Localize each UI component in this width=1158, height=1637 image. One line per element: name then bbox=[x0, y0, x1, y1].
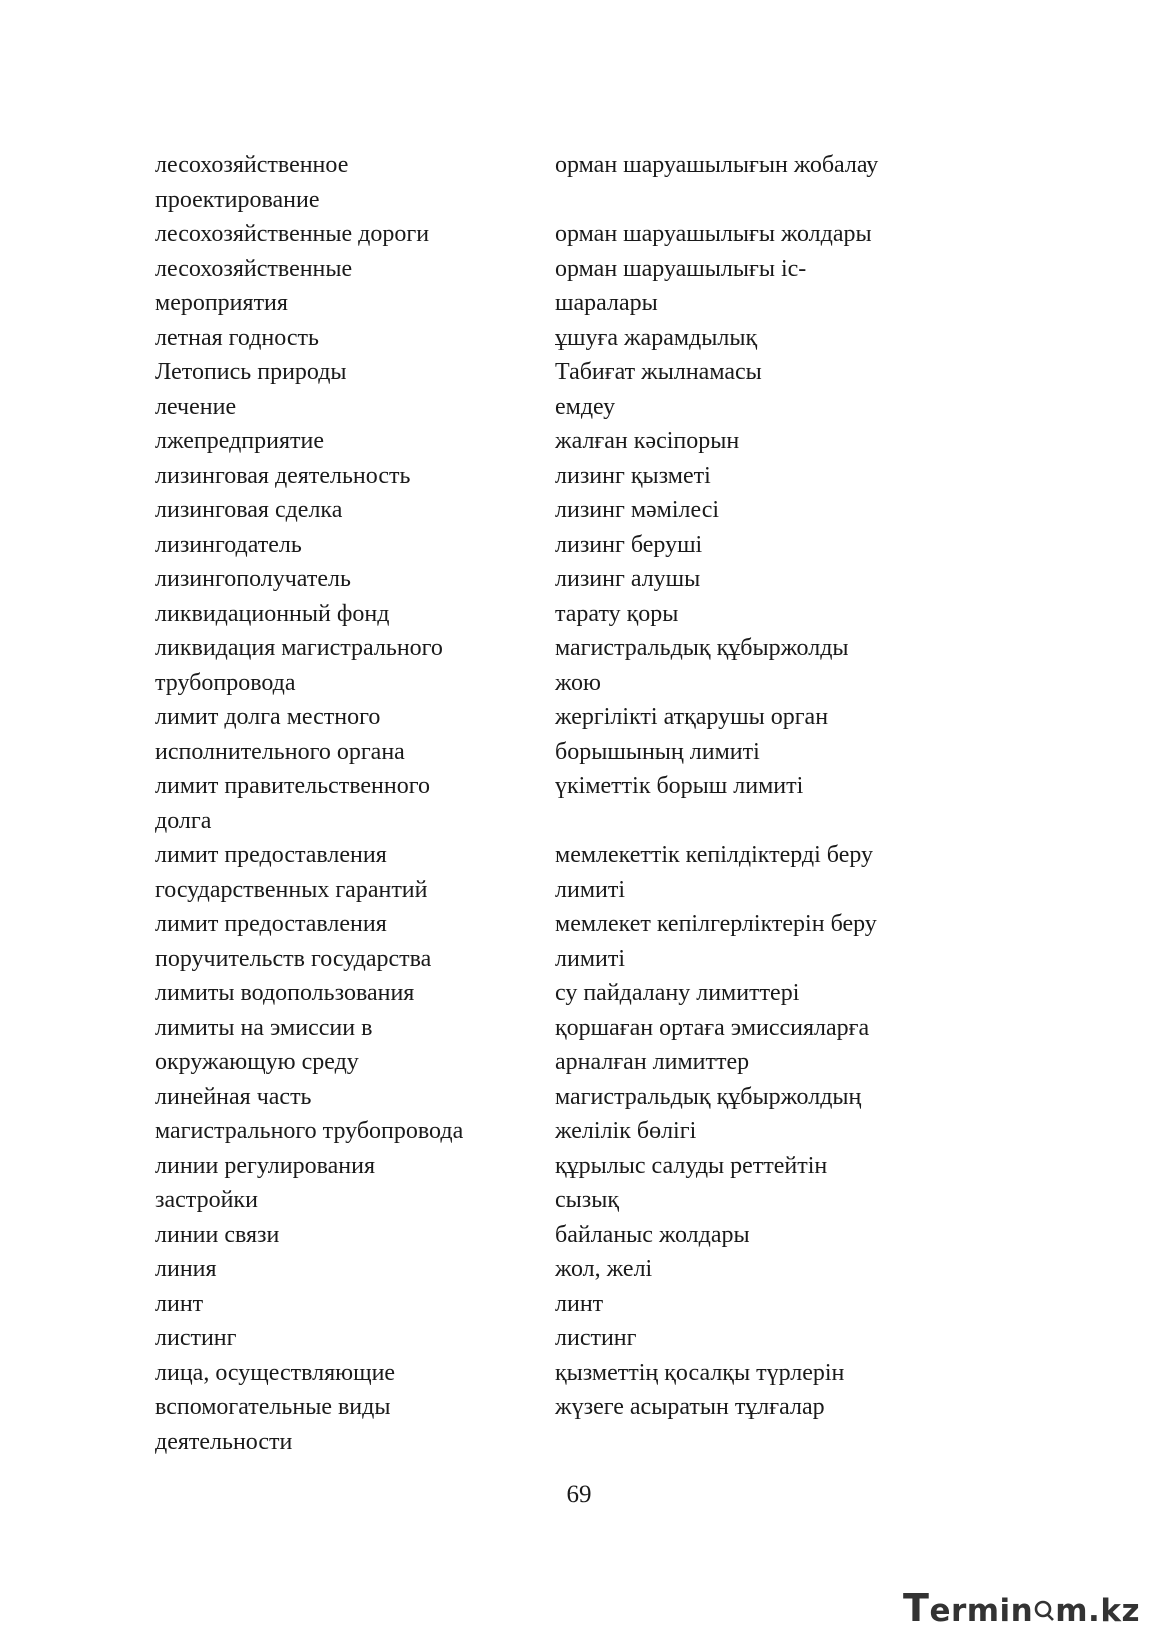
watermark-text-after-o: m.kz bbox=[1055, 1593, 1140, 1629]
watermark-text bbox=[903, 1588, 1140, 1631]
russian-term-line: вспомогательные виды bbox=[155, 1394, 391, 1420]
kazakh-term-line: орман шаруашылығы іс- bbox=[555, 255, 807, 282]
russian-term-line: лесохозяйственные bbox=[155, 255, 353, 282]
page-number: 69 bbox=[566, 1481, 592, 1508]
russian-term-line: застройки bbox=[155, 1187, 258, 1213]
kazakh-term-line: лизинг беруші bbox=[555, 531, 703, 558]
kazakh-term-line: құрылыс салуды реттейтін bbox=[555, 1152, 828, 1179]
russian-term-line: линии связи bbox=[155, 1221, 280, 1248]
watermark-text-before-o: ermin bbox=[929, 1593, 1034, 1629]
russian-term-line: летная годность bbox=[155, 324, 319, 351]
kazakh-term-line: ұшуға жарамдылық bbox=[555, 324, 758, 351]
kazakh-term-line bbox=[555, 183, 975, 218]
russian-term-line: листинг bbox=[155, 1325, 237, 1351]
russian-term-line: поручительств государства bbox=[155, 945, 432, 972]
russian-terms-column bbox=[155, 148, 535, 1459]
kazakh-term-line: сызық bbox=[555, 1187, 620, 1213]
kazakh-term-line: желілік бөлігі bbox=[555, 1118, 697, 1144]
russian-term-line: лизингополучатель bbox=[155, 566, 351, 592]
kazakh-term-line bbox=[555, 1425, 975, 1460]
kazakh-term-line: байланыс жолдары bbox=[555, 1221, 750, 1248]
kazakh-term-line: листинг bbox=[555, 1325, 637, 1351]
russian-term-line: исполнительного органа bbox=[155, 738, 405, 765]
russian-term-line: проектирование bbox=[155, 186, 320, 213]
kazakh-terms-column bbox=[555, 148, 975, 1459]
kazakh-term-line: борышының лимиті bbox=[555, 738, 760, 765]
kazakh-term-line: қызметтің қосалқы түрлерін bbox=[555, 1359, 845, 1386]
kazakh-term-line: лизинг алушы bbox=[555, 566, 701, 592]
russian-term-line: линии регулирования bbox=[155, 1152, 376, 1179]
russian-term-line: ликвидационный фонд bbox=[155, 600, 390, 627]
kazakh-term-line: жергілікті атқарушы орган bbox=[555, 704, 829, 730]
russian-term-line: долга bbox=[155, 807, 212, 834]
russian-term-line: лимиты на эмиссии в bbox=[155, 1014, 373, 1041]
russian-term-line: лечение bbox=[155, 393, 237, 420]
kazakh-term-line: жол, желі bbox=[555, 1256, 653, 1282]
kazakh-term-line: емдеу bbox=[555, 393, 616, 420]
kazakh-term-line: мемлекеттік кепілдіктерді беру bbox=[555, 842, 874, 868]
kazakh-term-line: су пайдалану лимиттері bbox=[555, 980, 800, 1006]
russian-term-line: лесохозяйственное bbox=[155, 152, 349, 178]
russian-term-line: магистрального трубопровода bbox=[155, 1118, 464, 1144]
russian-term-line: лизинговая сделка bbox=[155, 497, 343, 523]
russian-term-line: линия bbox=[155, 1256, 217, 1282]
russian-term-line: лица, осуществляющие bbox=[155, 1359, 396, 1386]
kazakh-term-line: магистральдық құбыржолдың bbox=[555, 1083, 862, 1110]
russian-term-line: лимит предоставления bbox=[155, 842, 387, 868]
kazakh-term-line: орман шаруашылығын жобалау bbox=[555, 152, 879, 178]
russian-term-line: государственных гарантий bbox=[155, 876, 428, 903]
russian-term-line: лимит правительственного bbox=[155, 773, 430, 799]
kazakh-term-line: жою bbox=[555, 669, 601, 696]
kazakh-term-line: Табиғат жылнамасы bbox=[555, 359, 762, 385]
russian-term-line: лимит предоставления bbox=[155, 911, 387, 937]
kazakh-term-line: мемлекет кепілгерліктерін беру bbox=[555, 911, 877, 937]
russian-term-line: линейная часть bbox=[155, 1083, 312, 1110]
watermark-first-letter: T bbox=[903, 1586, 930, 1630]
kazakh-term-line bbox=[555, 804, 975, 839]
magnifier-o-icon bbox=[1034, 1591, 1054, 1613]
russian-term-line: лизинговая деятельность bbox=[155, 462, 411, 489]
russian-term-line: лесохозяйственные дороги bbox=[155, 221, 430, 247]
termincom-watermark-logo bbox=[903, 1587, 1140, 1631]
russian-term-line: лимит долга местного bbox=[155, 704, 381, 730]
russian-term-line: лизингодатель bbox=[155, 531, 302, 558]
russian-term-line: окружающую среду bbox=[155, 1049, 359, 1075]
kazakh-term-line: жүзеге асыратын тұлғалар bbox=[555, 1394, 825, 1420]
kazakh-term-line: лизинг қызметі bbox=[555, 462, 711, 489]
russian-term-line: ликвидация магистрального bbox=[155, 635, 443, 661]
russian-term-line: трубопровода bbox=[155, 669, 296, 696]
kazakh-term-line: линт bbox=[555, 1290, 604, 1317]
kazakh-term-line: лизинг мәмілесі bbox=[555, 497, 720, 523]
kazakh-term-line: лимиті bbox=[555, 876, 626, 903]
russian-term-line: мероприятия bbox=[155, 290, 288, 316]
kazakh-term-line: орман шаруашылығы жолдары bbox=[555, 221, 872, 247]
kazakh-term-line: лимиті bbox=[555, 945, 626, 972]
kazakh-term-line: шаралары bbox=[555, 290, 658, 316]
russian-term-line: деятельности bbox=[155, 1428, 293, 1455]
kazakh-term-line: үкіметтік борыш лимиті bbox=[555, 773, 804, 799]
kazakh-term-line: қоршаған ортаға эмиссияларға bbox=[555, 1014, 870, 1041]
kazakh-term-line: магистральдық құбыржолды bbox=[555, 635, 849, 661]
russian-term-line: Летопись природы bbox=[155, 359, 347, 385]
russian-term-line: лжепредприятие bbox=[155, 428, 324, 454]
kazakh-term-line: арналған лимиттер bbox=[555, 1049, 750, 1075]
kazakh-term-line: жалған кәсіпорын bbox=[555, 428, 740, 454]
russian-term-line: лимиты водопользования bbox=[155, 980, 415, 1006]
russian-term-line: линт bbox=[155, 1290, 204, 1317]
kazakh-term-line: тарату қоры bbox=[555, 600, 679, 627]
